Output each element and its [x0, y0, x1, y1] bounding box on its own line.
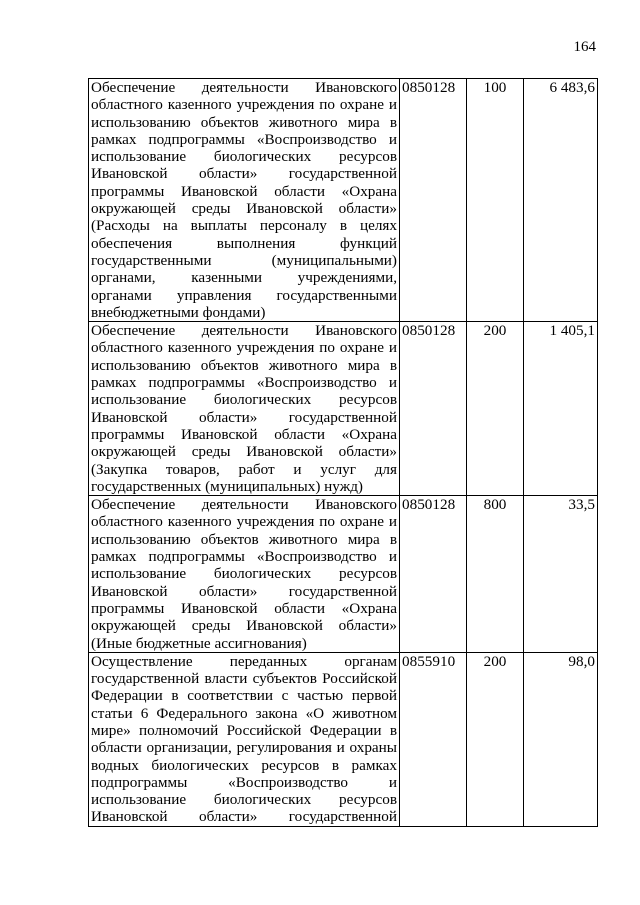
row-amount: 1 405,1 [524, 322, 598, 496]
description-line: Обеспечение деятельности Ивановского [91, 79, 397, 96]
description-line: органами управления государственными [91, 286, 397, 304]
description-line: использование биологических ресурсов [91, 565, 397, 583]
description-line: мире» полномочий Российской Федерации в [91, 721, 397, 739]
row-amount: 33,5 [524, 496, 598, 653]
description-line: Федерации в соответствии с частью первой [91, 687, 397, 705]
description-line: областного казенного учреждения по охране и [91, 339, 397, 357]
description-line: обеспечения выполнения функций [91, 234, 397, 252]
description-line: Обеспечение деятельности Ивановского [91, 322, 397, 340]
budget-table [88, 78, 598, 827]
description-line: (Иные бюджетные ассигнования) [91, 634, 307, 652]
table-row [89, 322, 598, 496]
description-line: программы Ивановской области «Охрана [91, 182, 397, 200]
row-expense-type: 200 [467, 652, 524, 826]
description-line: (Закупка товаров, работ и услуг для [91, 460, 397, 478]
description-line: внебюджетными фондами) [91, 303, 266, 321]
description-line: областного казенного учреждения по охране и [91, 513, 397, 531]
description-line: государственных (муниципальных) нужд) [91, 477, 363, 495]
budget-table-body [89, 79, 598, 827]
row-description [89, 652, 400, 826]
description-line: использование биологических ресурсов [91, 791, 397, 809]
description-line: подпрограммы «Воспроизводство и [91, 773, 397, 791]
row-expense-type: 100 [467, 79, 524, 322]
row-amount: 6 483,6 [524, 79, 598, 322]
row-description [89, 496, 400, 653]
description-line: водных биологических ресурсов в рамках [91, 756, 397, 774]
description-line: области организации, регулирования и охраны [91, 739, 397, 757]
description-line: окружающей среды Ивановской области» [91, 443, 397, 461]
table-row [89, 652, 598, 826]
description-line: государственной власти субъектов Российской [91, 670, 397, 688]
description-line: использованию объектов животного мира в [91, 356, 397, 374]
description-line: статьи 6 Федерального закона «О животном [91, 704, 397, 722]
description-line: Ивановской области» государственной [91, 582, 397, 600]
table-row [89, 79, 598, 322]
description-line: Ивановской области» государственной [91, 165, 397, 183]
description-line: органами, казенными учреждениями, [91, 269, 397, 287]
row-expense-type: 200 [467, 322, 524, 496]
row-description [89, 322, 400, 496]
row-description [89, 79, 400, 322]
row-target-code: 0850128 [400, 322, 467, 496]
row-target-code: 0850128 [400, 79, 467, 322]
description-line: рамках подпрограммы «Воспроизводство и [91, 548, 397, 566]
description-line: Осуществление переданных органам [91, 652, 397, 670]
description-line: окружающей среды Ивановской области» [91, 617, 397, 635]
description-line: Ивановской области» государственной [91, 808, 397, 826]
description-line: использование биологических ресурсов [91, 391, 397, 409]
description-line: использование биологических ресурсов [91, 148, 397, 166]
row-target-code: 0855910 [400, 652, 467, 826]
description-line: рамках подпрограммы «Воспроизводство и [91, 374, 397, 392]
description-line: использованию объектов животного мира в [91, 113, 397, 131]
page-number: 164 [573, 39, 596, 55]
description-line: государственными (муниципальными) [91, 251, 397, 269]
description-line: программы Ивановской области «Охрана [91, 425, 397, 443]
row-amount: 98,0 [524, 652, 598, 826]
description-line: использованию объектов животного мира в [91, 530, 397, 548]
description-line: программы Ивановской области «Охрана [91, 599, 397, 617]
description-line: рамках подпрограммы «Воспроизводство и [91, 130, 397, 148]
description-line: областного казенного учреждения по охране и [91, 96, 397, 114]
description-line: (Расходы на выплаты персоналу в целях [91, 217, 397, 235]
description-line: Обеспечение деятельности Ивановского [91, 496, 397, 514]
row-expense-type: 800 [467, 496, 524, 653]
table-row [89, 496, 598, 653]
row-target-code: 0850128 [400, 496, 467, 653]
description-line: окружающей среды Ивановской области» [91, 200, 397, 218]
description-line: Ивановской области» государственной [91, 408, 397, 426]
